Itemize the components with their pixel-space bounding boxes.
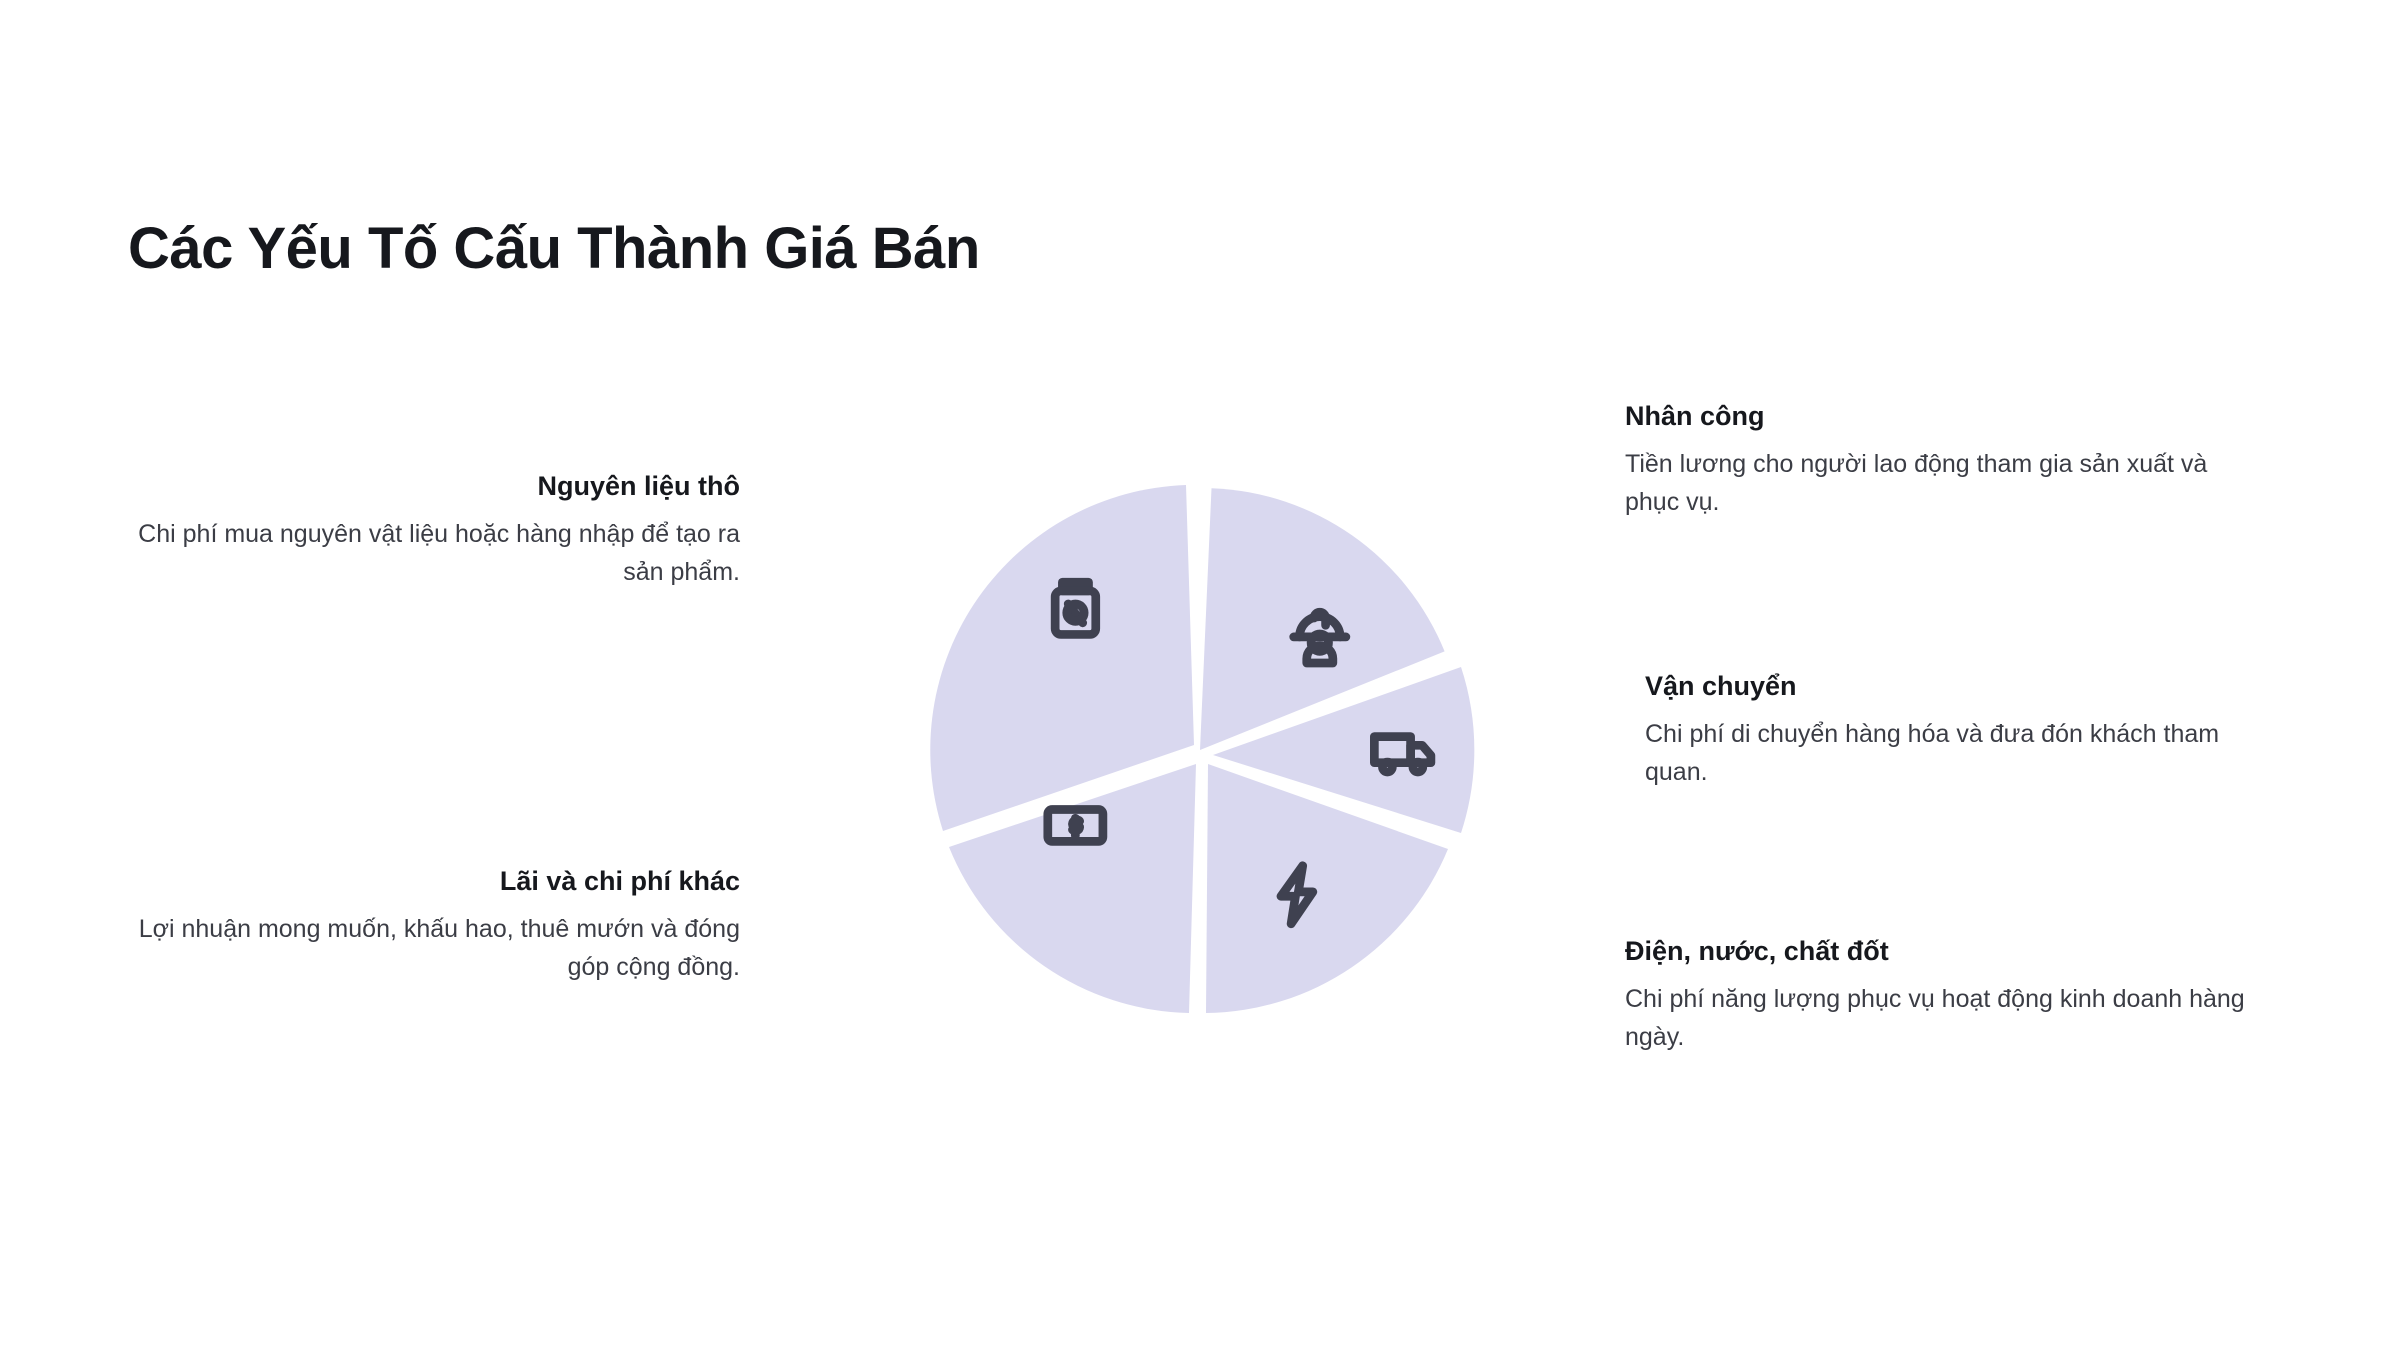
- item-description: Lợi nhuận mong muốn, khấu hao, thuê mướn và đóng góp cộng đồng.: [138, 915, 740, 981]
- list-item-energy: [1625, 935, 2265, 1056]
- list-item-shipping: [1645, 670, 2285, 791]
- donut-diagram: [810, 360, 1590, 1140]
- list-item-labor: [1625, 400, 2265, 521]
- item-title: Lãi và chi phí khác: [499, 866, 740, 896]
- item-description: Tiền lương cho người lao động tham gia sản xuất và phục vụ.: [1625, 450, 2208, 516]
- item-description: Chi phí di chuyển hàng hóa và đưa đón khách tham quan.: [1645, 720, 2220, 786]
- donut-svg: [810, 360, 1590, 1140]
- item-title: Nhân công: [1625, 401, 1765, 431]
- page-title: Các Yếu Tố Cấu Thành Giá Bán: [128, 216, 980, 281]
- item-title: Vận chuyển: [1645, 671, 1797, 701]
- item-description: Chi phí mua nguyên vật liệu hoặc hàng nhập để tạo ra sản phẩm.: [138, 520, 740, 586]
- item-title: Điện, nước, chất đốt: [1625, 936, 1889, 966]
- list-item-raw-materials: [100, 470, 740, 591]
- item-title: Nguyên liệu thô: [537, 471, 740, 501]
- item-description: Chi phí năng lượng phục vụ hoạt động kinh doanh hàng ngày.: [1625, 985, 2245, 1051]
- list-item-profit-other: [100, 865, 740, 986]
